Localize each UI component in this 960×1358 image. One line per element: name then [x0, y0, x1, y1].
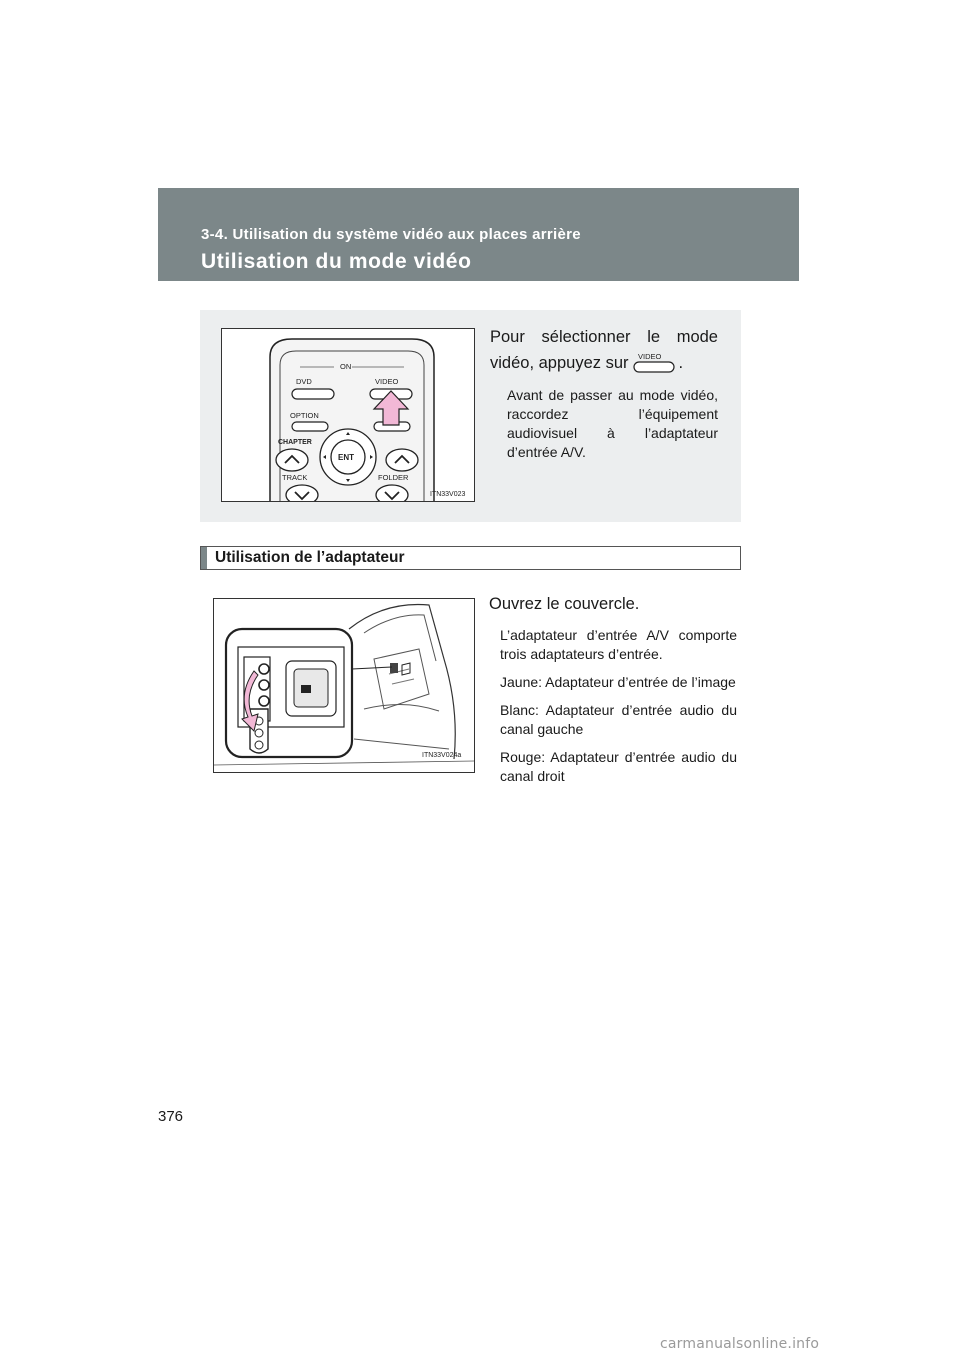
- dvd-button-shape: [292, 389, 334, 399]
- adapter-note-red: Rouge: Adaptateur d’entrée audio du canal droit: [500, 749, 737, 784]
- option-label: OPTION: [290, 411, 319, 420]
- page-number: 376: [158, 1108, 184, 1125]
- figure2-code: ITN33V024a: [422, 752, 462, 759]
- track-label: TRACK: [282, 473, 308, 482]
- adapter-heading: [200, 546, 741, 570]
- video-mode-info-box: [200, 310, 741, 522]
- lead-text: Pour sélectionner le mode vidéo, appuyez sur: [490, 328, 718, 372]
- chapter-label: CHAPTER: [278, 439, 312, 446]
- adapter-instructions: [489, 591, 737, 786]
- lead-period: .: [678, 354, 684, 372]
- remote-control-drawing: [222, 329, 474, 501]
- remote-control-illustration: [221, 328, 475, 502]
- video-mode-lead: [490, 324, 718, 376]
- chapter-header: [158, 188, 799, 281]
- video-label: VIDEO: [375, 377, 399, 386]
- trunk-adapter-drawing: [214, 599, 474, 772]
- ent-label: ENT: [338, 453, 354, 462]
- folder-label: FOLDER: [378, 473, 409, 482]
- video-button-icon: [632, 352, 676, 374]
- dvd-label: DVD: [296, 377, 312, 386]
- inline-video-label: VIDEO: [637, 352, 661, 361]
- adapter-note-1: L’adaptateur d’entrée A/V comporte trois adaptateurs d’entrée.: [500, 627, 737, 662]
- adapter-heading-text: Utilisation de l’adaptateur: [215, 549, 405, 566]
- adapter-note-yellow: Jaune: Adaptateur d’entrée de l’image: [500, 674, 736, 690]
- on-label: ON: [340, 362, 352, 371]
- watermark: carmanualsonline.info: [660, 1336, 820, 1352]
- adapter-lead: Ouvrez le couvercle.: [489, 595, 640, 613]
- section-label: 3-4. Utilisation du système vidéo aux places arrière: [201, 226, 581, 243]
- adapter-note-white: Blanc: Adaptateur d’entrée audio du canal gauche: [500, 702, 737, 737]
- adapter-illustration: [213, 598, 475, 773]
- page-title: Utilisation du mode vidéo: [201, 250, 472, 273]
- video-mode-note: Avant de passer au mode vidéo, raccordez l’équipement audiovisuel à l’adaptateur d’entrée A/V.: [507, 387, 718, 460]
- figure1-code: ITN33V023: [430, 491, 466, 498]
- video-mode-instructions: [490, 324, 718, 462]
